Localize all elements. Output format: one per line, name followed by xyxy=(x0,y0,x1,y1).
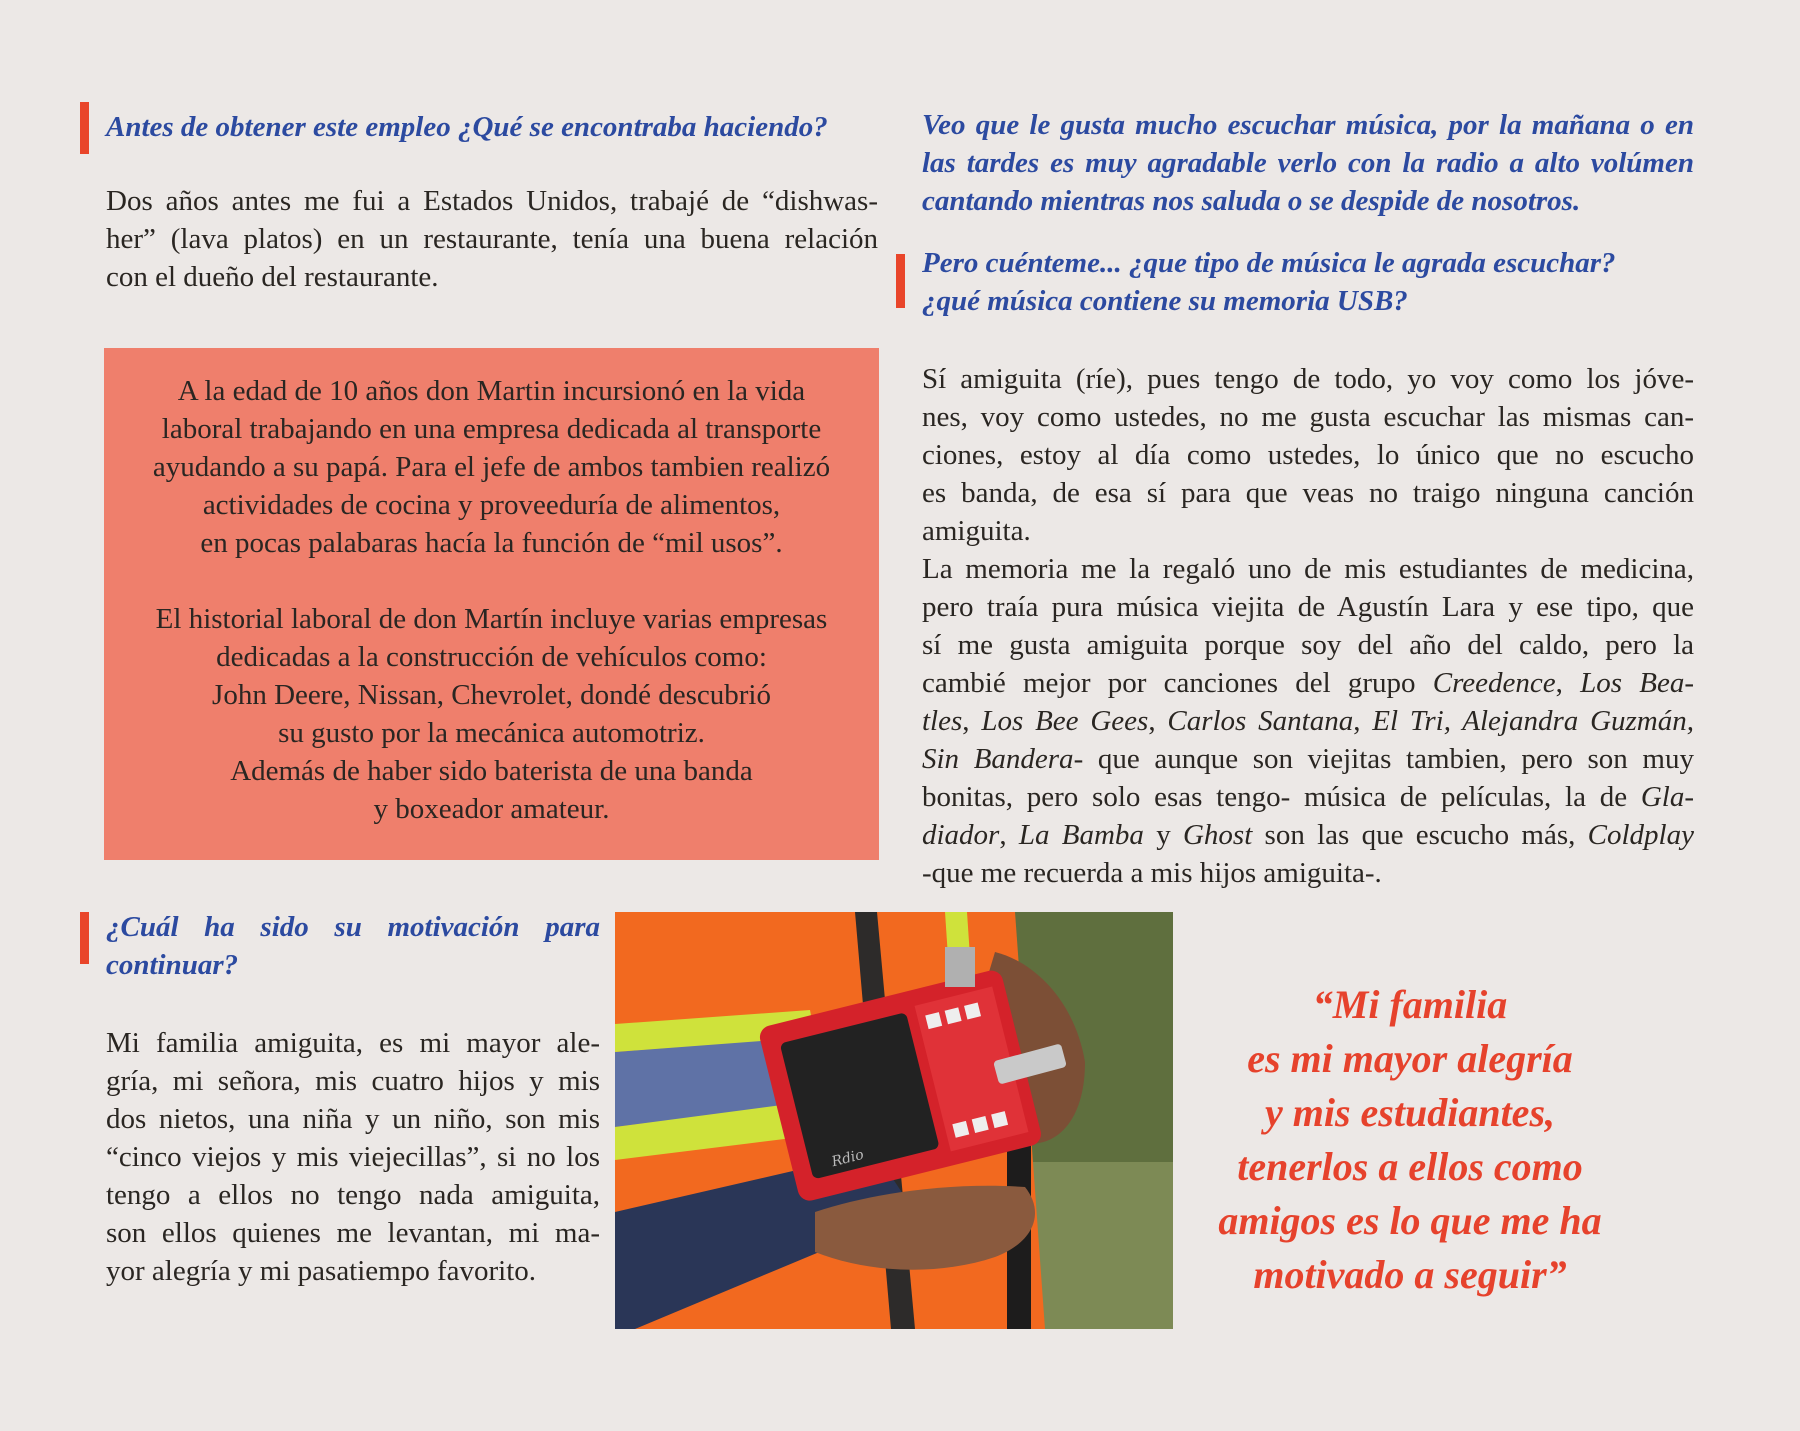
accent-bar xyxy=(80,912,89,964)
box-line: en pocas palabaras hacía la función de “mil usos”. xyxy=(200,527,783,559)
answer-line: Mi familia amiguita, es mi mayor ale- xyxy=(106,1027,600,1059)
answer-line: yor alegría y mi pasatiempo favorito. xyxy=(106,1255,537,1287)
answer-line: pero traía pura música viejita de Agustín Lara y ese tipo, que xyxy=(922,591,1694,623)
box-line: laboral trabajando en una empresa dedicada al transporte xyxy=(161,413,822,445)
accent-bar xyxy=(896,254,905,308)
answer-line: con el dueño del restaurante. xyxy=(106,261,439,293)
box-line: su gusto por la mecánica automotriz. xyxy=(278,717,705,749)
quote-line: amigos es lo que me ha xyxy=(1218,1198,1602,1243)
answer-line: tengo a ellos no tengo nada amiguita, xyxy=(106,1179,600,1211)
answer-1 xyxy=(106,182,878,296)
box-line: Además de haber sido baterista de una banda xyxy=(230,755,753,787)
quote-line: es mi mayor alegría xyxy=(1247,1036,1573,1081)
photo-radio-usb xyxy=(615,912,1173,1329)
box-line: dedicadas a la construcción de vehículos como: xyxy=(216,641,767,673)
answer-line: nes, voy como ustedes, no me gusta escuchar las mismas can- xyxy=(922,401,1694,433)
box-line: y boxeador amateur. xyxy=(373,793,610,825)
answer-line: Sin Bandera- que aunque son viejitas tambien, pero son muy xyxy=(922,743,1694,775)
box-line: actividades de cocina y proveeduría de alimentos, xyxy=(202,489,781,521)
question-1: Antes de obtener este empleo ¿Qué se encontraba haciendo? xyxy=(106,111,828,143)
answer-line: “cinco viejos y mis viejecillas”, si no los xyxy=(106,1141,600,1173)
radio-brand: Rdio xyxy=(830,1146,866,1171)
intro-question: Veo que le gusta mucho escuchar música, por la mañana o en las tardes es muy agradable verlo con la radio a alto volúmen cantando mientras nos saluda o se despide de nosotros. xyxy=(922,109,1694,217)
answer-line: amiguita. xyxy=(922,515,1031,547)
answer-line: Sí amiguita (ríe), pues tengo de todo, yo voy como los jóve- xyxy=(922,363,1694,395)
answer-line: bonitas, pero solo esas tengo- música de películas, la de Gla- xyxy=(922,781,1694,813)
quote-line: y mis estudiantes, xyxy=(1264,1090,1556,1135)
answer-line: La memoria me la regaló uno de mis estudiantes de medicina, xyxy=(922,553,1694,585)
answer-line: ciones, estoy al día como ustedes, lo único que no escucho xyxy=(922,439,1694,471)
question-3: ¿Cuál ha sido su motivación para continuar? xyxy=(106,911,600,981)
answer-3 xyxy=(106,1024,600,1290)
box-line: ayudando a su papá. Para el jefe de ambos tambien realizó xyxy=(152,451,831,483)
highlight-box xyxy=(104,348,879,860)
question-2: Pero cuénteme... ¿que tipo de música le agrada escuchar? ¿qué música contiene su memoria USB? xyxy=(922,247,1616,317)
quote-line: motivado a seguir” xyxy=(1253,1252,1567,1297)
pull-quote xyxy=(1195,978,1625,1302)
answer-line: diador, La Bamba y Ghost son las que escucho más, Coldplay xyxy=(922,819,1694,851)
accent-bar xyxy=(80,102,89,154)
quote-line: tenerlos a ellos como xyxy=(1237,1144,1583,1189)
answer-line: dos nietos, una niña y un niño, son mis xyxy=(106,1103,600,1135)
quote-line: “Mi familia xyxy=(1312,982,1508,1027)
answer-line: son ellos quienes me levantan, mi ma- xyxy=(106,1217,600,1249)
answer-line: her” (lava platos) en un restaurante, tenía una buena relación xyxy=(106,223,878,255)
box-line: El historial laboral de don Martín incluye varias empresas xyxy=(155,603,828,635)
answer-2 xyxy=(922,360,1694,892)
box-line: A la edad de 10 años don Martin incursionó en la vida xyxy=(177,375,806,407)
answer-line: gría, mi señora, mis cuatro hijos y mis xyxy=(106,1065,600,1097)
answer-line: es banda, de esa sí para que veas no traigo ninguna canción xyxy=(922,477,1694,509)
answer-line: Dos años antes me fui a Estados Unidos, trabajé de “dishwas- xyxy=(106,185,878,217)
answer-line: sí me gusta amiguita porque soy del año del caldo, pero la xyxy=(922,629,1694,661)
box-line: John Deere, Nissan, Chevrolet, dondé descubrió xyxy=(212,679,771,711)
answer-line: cambié mejor por canciones del grupo Creedence, Los Bea- xyxy=(922,667,1694,699)
answer-line: -que me recuerda a mis hijos amiguita-. xyxy=(922,857,1382,889)
answer-line: tles, Los Bee Gees, Carlos Santana, El Tri, Alejandra Guzmán, xyxy=(922,705,1694,737)
